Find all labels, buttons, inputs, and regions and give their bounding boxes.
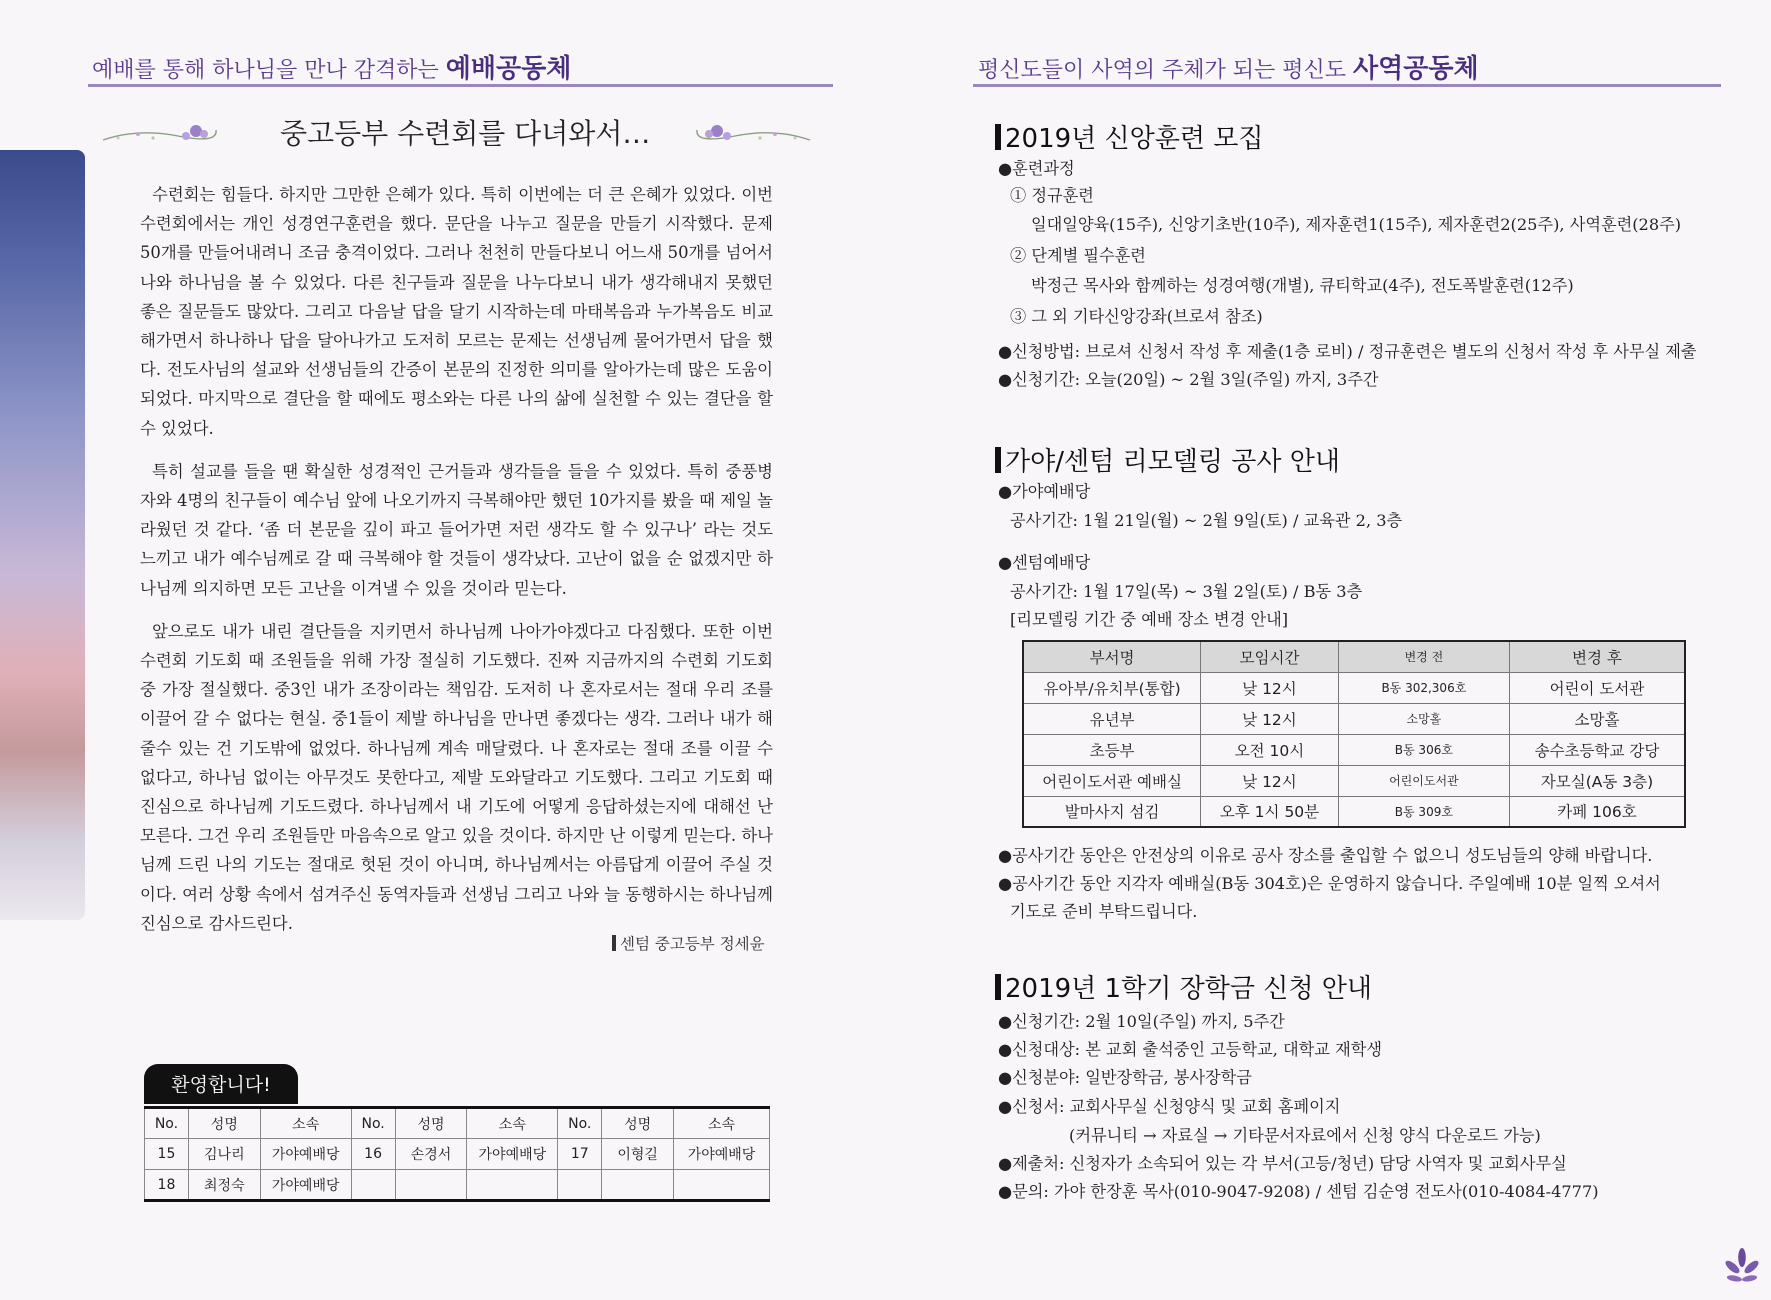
venue-cell: 자모실(A동 3층) xyxy=(1509,765,1685,796)
flower-ornament-icon xyxy=(98,118,218,148)
training-item-2: ② 단계별 필수훈련 xyxy=(1010,246,1146,265)
flower-ornament-icon xyxy=(695,118,815,148)
venue-cell: 낮 12시 xyxy=(1201,703,1339,734)
welcome-cell: 16 xyxy=(351,1139,395,1170)
scholarship-line-4b: (커뮤니티 → 자료실 → 기타문서자료에서 신청 양식 다운로드 가능) xyxy=(1069,1126,1541,1145)
right-header-rule xyxy=(973,84,1721,87)
welcome-th: No. xyxy=(145,1108,189,1139)
welcome-cell: 최정숙 xyxy=(188,1170,260,1201)
welcome-cell: 17 xyxy=(558,1139,602,1170)
table-row xyxy=(1023,734,1685,765)
right-header-prefix: 평신도들이 사역의 주체가 되는 평신도 xyxy=(978,58,1347,83)
table-row xyxy=(145,1170,770,1201)
scholarship-line-3: ●신청분야: 일반장학금, 봉사장학금 xyxy=(998,1068,1252,1087)
training-course-label: ●훈련과정 xyxy=(998,159,1075,178)
article-signature xyxy=(612,932,765,954)
welcome-th: 성명 xyxy=(395,1108,467,1139)
scholarship-line-2: ●신청대상: 본 교회 출석중인 고등학교, 대학교 재학생 xyxy=(998,1040,1382,1059)
venue-th: 모임시간 xyxy=(1201,641,1339,672)
remodel-note-2b: 기도로 준비 부탁드립니다. xyxy=(1010,902,1198,921)
welcome-cell xyxy=(558,1170,602,1201)
table-row xyxy=(1023,796,1685,827)
training-period: ●신청기간: 오늘(20일) ~ 2월 3일(주일) 까지, 3주간 xyxy=(998,370,1379,389)
training-title-text: 2019년 신앙훈련 모집 xyxy=(1005,124,1264,154)
left-page xyxy=(0,0,885,1300)
venue-th: 부서명 xyxy=(1023,641,1201,672)
venue-cell: 어린이도서관 예배실 xyxy=(1023,765,1201,796)
welcome-th: 소속 xyxy=(467,1108,558,1139)
training-item-1: ① 정규훈련 xyxy=(1010,186,1094,205)
venue-cell: 낮 12시 xyxy=(1201,672,1339,703)
venue-cell: B동 302,306호 xyxy=(1338,672,1509,703)
welcome-cell xyxy=(602,1170,674,1201)
venue-cell: 소망홀 xyxy=(1338,703,1509,734)
venue-cell: 유아부/유치부(통합) xyxy=(1023,672,1201,703)
venue-cell: B동 309호 xyxy=(1338,796,1509,827)
welcome-cell: 18 xyxy=(145,1170,189,1201)
article-title: 중고등부 수련회를 다녀와서… xyxy=(280,117,651,150)
remodel-gaya-label: ●가야예배당 xyxy=(998,482,1091,501)
training-item-1-detail: 일대일양육(15주), 신앙기초반(10주), 제자훈련1(15주), 제자훈련2(25주), 사역훈련(28주) xyxy=(1031,215,1682,234)
welcome-cell xyxy=(674,1170,770,1201)
welcome-table xyxy=(144,1106,770,1202)
venue-cell: 소망홀 xyxy=(1509,703,1685,734)
remodel-title xyxy=(995,441,1340,478)
left-header-prefix: 예배를 통해 하나님을 만나 감격하는 xyxy=(92,58,439,83)
venue-th: 변경 후 xyxy=(1509,641,1685,672)
welcome-cell: 가야예배당 xyxy=(467,1139,558,1170)
article-body xyxy=(140,180,773,952)
welcome-cell: 김나리 xyxy=(188,1139,260,1170)
scholarship-line-1: ●신청기간: 2월 10일(주일) 까지, 5주간 xyxy=(998,1012,1285,1031)
left-header-rule xyxy=(88,84,833,87)
venue-cell: 발마사지 섬김 xyxy=(1023,796,1201,827)
venue-cell: 어린이 도서관 xyxy=(1509,672,1685,703)
title-bar xyxy=(995,974,1001,1000)
welcome-cell xyxy=(351,1170,395,1201)
title-bar xyxy=(995,447,1001,473)
venue-change-table xyxy=(1022,640,1686,828)
remodel-centum-period: 공사기간: 1월 17일(목) ~ 3월 2일(토) / B동 3층 xyxy=(1010,582,1363,601)
welcome-cell: 가야예배당 xyxy=(674,1139,770,1170)
welcome-cell: 이형길 xyxy=(602,1139,674,1170)
scholarship-line-6: ●문의: 가야 한장훈 목사(010-9047-9208) / 센텀 김순영 전도사(010-4084-4777) xyxy=(998,1182,1599,1201)
scholarship-line-4: ●신청서: 교회사무실 신청양식 및 교회 홈페이지 xyxy=(998,1097,1341,1116)
remodel-gaya-period: 공사기간: 1월 21일(월) ~ 2월 9일(토) / 교육관 2, 3층 xyxy=(1010,511,1403,530)
title-bar xyxy=(995,124,1001,150)
right-section-header xyxy=(978,48,1479,85)
venue-cell: 송수초등학교 강당 xyxy=(1509,734,1685,765)
table-row xyxy=(1023,765,1685,796)
remodel-centum-label: ●센텀예배당 xyxy=(998,553,1091,572)
venue-cell: 카페 106호 xyxy=(1509,796,1685,827)
training-method: ●신청방법: 브로셔 신청서 작성 후 제출(1층 로비) / 정규훈련은 별도의 신청서 작성 후 사무실 제출 xyxy=(998,342,1697,361)
side-photo xyxy=(0,150,85,920)
venue-cell: 오후 1시 50분 xyxy=(1201,796,1339,827)
welcome-tab: 환영합니다! xyxy=(144,1064,298,1104)
venue-header-row xyxy=(1023,641,1685,672)
venue-cell: 어린이도서관 xyxy=(1338,765,1509,796)
remodel-title-text: 가야/센텀 리모델링 공사 안내 xyxy=(1005,447,1340,477)
welcome-th: 성명 xyxy=(188,1108,260,1139)
remodel-note-2: ●공사기간 동안 지각자 예배실(B동 304호)은 운영하지 않습니다. 주일예배 10분 일찍 오셔서 xyxy=(998,874,1661,893)
welcome-cell xyxy=(395,1170,467,1201)
welcome-th: No. xyxy=(351,1108,395,1139)
welcome-cell: 15 xyxy=(145,1139,189,1170)
welcome-th: No. xyxy=(558,1108,602,1139)
signature-text: 센텀 중고등부 정세윤 xyxy=(620,935,765,953)
welcome-header-row xyxy=(145,1108,770,1139)
welcome-th: 소속 xyxy=(260,1108,351,1139)
welcome-th: 성명 xyxy=(602,1108,674,1139)
table-row xyxy=(145,1139,770,1170)
welcome-cell xyxy=(467,1170,558,1201)
welcome-cell: 가야예배당 xyxy=(260,1139,351,1170)
right-page xyxy=(885,0,1771,1300)
venue-cell: 초등부 xyxy=(1023,734,1201,765)
scholarship-title xyxy=(995,968,1372,1005)
venue-cell: B동 306호 xyxy=(1338,734,1509,765)
training-title xyxy=(995,118,1264,155)
welcome-cell: 가야예배당 xyxy=(260,1170,351,1201)
venue-cell: 유년부 xyxy=(1023,703,1201,734)
table-row xyxy=(1023,703,1685,734)
article-paragraph-3: 앞으로도 내가 내린 결단들을 지키면서 하나님께 나아가야겠다고 다짐했다. 또한 이번 수련회 기도회 때 조원들을 위해 가장 절실히 기도했다. 진짜 지금까지의 수련회 기도회 중 가장 절실했다. 중3인 내가 조장이라는 책임감. 도저히 나 혼자로서는 절대 우리 조를 이끌어 갈 수 없다는 현실. 중1들이 제발 하나님을 만나면 좋겠다는 생각. 그러나 내가 해 줄수 있는 건 기도밖에 없었다. 하나님께 계속 매달렸다. 나 혼자로는 절대 조를 이끌 수 없다고, 하나님 없이는 아무것도 못한다고, 제발 도와달라고 기도했다. 그리고 기도회 때 진심으로 하나님께 기도드렸다. 하나님께서 내 기도에 어떻게 응답하셨는지에 대해선 난 모른다. 그건 우리 조원들만 마음속으로 알고 있을 것이다. 하지만 난 이렇게 믿는다. 하나님께 드린 나의 기도는 절대로 헛된 것이 아니며, 하나님께서는 아름답게 이끌어 주실 것이다. 여러 상황 속에서 섬겨주신 동역자들과 선생님 그리고 나와 늘 동행하시는 하나님께 진심으로 감사드린다. xyxy=(140,621,773,933)
venue-cell: 오전 10시 xyxy=(1201,734,1339,765)
training-item-3: ③ 그 외 기타신앙강좌(브로셔 참조) xyxy=(1010,307,1263,326)
corner-flower-icon xyxy=(1723,1248,1761,1286)
welcome-cell: 손경서 xyxy=(395,1139,467,1170)
right-header-strong: 사역공동체 xyxy=(1353,54,1479,84)
table-row xyxy=(1023,672,1685,703)
venue-cell: 낮 12시 xyxy=(1201,765,1339,796)
venue-th: 변경 전 xyxy=(1338,641,1509,672)
scholarship-line-5: ●제출처: 신청자가 소속되어 있는 각 부서(고등/청년) 담당 사역자 및 교회사무실 xyxy=(998,1154,1567,1173)
remodel-note-1: ●공사기간 동안은 안전상의 이유로 공사 장소를 출입할 수 없으니 성도님들의 양해 바랍니다. xyxy=(998,846,1653,865)
scholarship-title-text: 2019년 1학기 장학금 신청 안내 xyxy=(1005,974,1372,1004)
article-paragraph-2: 특히 설교를 들을 땐 확실한 성경적인 근거들과 생각들을 들을 수 있었다. 특히 중풍병자와 4명의 친구들이 예수님 앞에 나오기까지 극복해야만 했던 10가지를 봤을 때 제일 놀라웠던 것 같다. ‘좀 더 본문을 깊이 파고 들어가면 저런 생각도 할 수 있구나’ 라는 것도 느끼고 내가 예수님께로 갈 때 극복해야 할 것들이 생각났다. 고난이 없을 순 없겠지만 하나님께 의지하면 모든 고난을 이겨낼 수 있을 것이라 믿는다. xyxy=(140,461,773,598)
remodel-table-caption: [리모델링 기간 중 예배 장소 변경 안내] xyxy=(1010,610,1289,629)
article-paragraph-1: 수련회는 힘들다. 하지만 그만한 은혜가 있다. 특히 이번에는 더 큰 은혜가 있었다. 이번 수련회에서는 개인 성경연구훈련을 했다. 문단을 나누고 질문을 만들기 시작했다. 문제 50개를 만들어내려니 조금 충격이었다. 그러나 천천히 만들다보니 어느새 50개를 넘어서 나와 하나님을 볼 수 있었다. 다른 친구들과 질문을 나누다보니 내가 생각해내지 못했던 좋은 질문들도 많았다. 그리고 다음날 답을 달기 시작하는데 마태복음과 누가복음도 비교해가면서 하나하나 답을 달아나가고 도저히 모르는 문제는 선생님께 물어가면서 답을 했다. 전도사님의 설교와 선생님들의 간증이 본문의 진정한 의미를 알아가는데 많은 도움이 되었다. 마지막으로 결단을 할 때에도 평소와는 다른 나의 삶에 실천할 수 있는 결단을 할 수 있었다. xyxy=(140,185,773,438)
left-header-strong: 예배공동체 xyxy=(445,54,572,84)
welcome-th: 소속 xyxy=(674,1108,770,1139)
signature-bar xyxy=(612,935,616,951)
left-section-header xyxy=(92,48,571,85)
training-item-2-detail: 박정근 목사와 함께하는 성경여행(개별), 큐티학교(4주), 전도폭발훈련(12주) xyxy=(1031,276,1574,295)
